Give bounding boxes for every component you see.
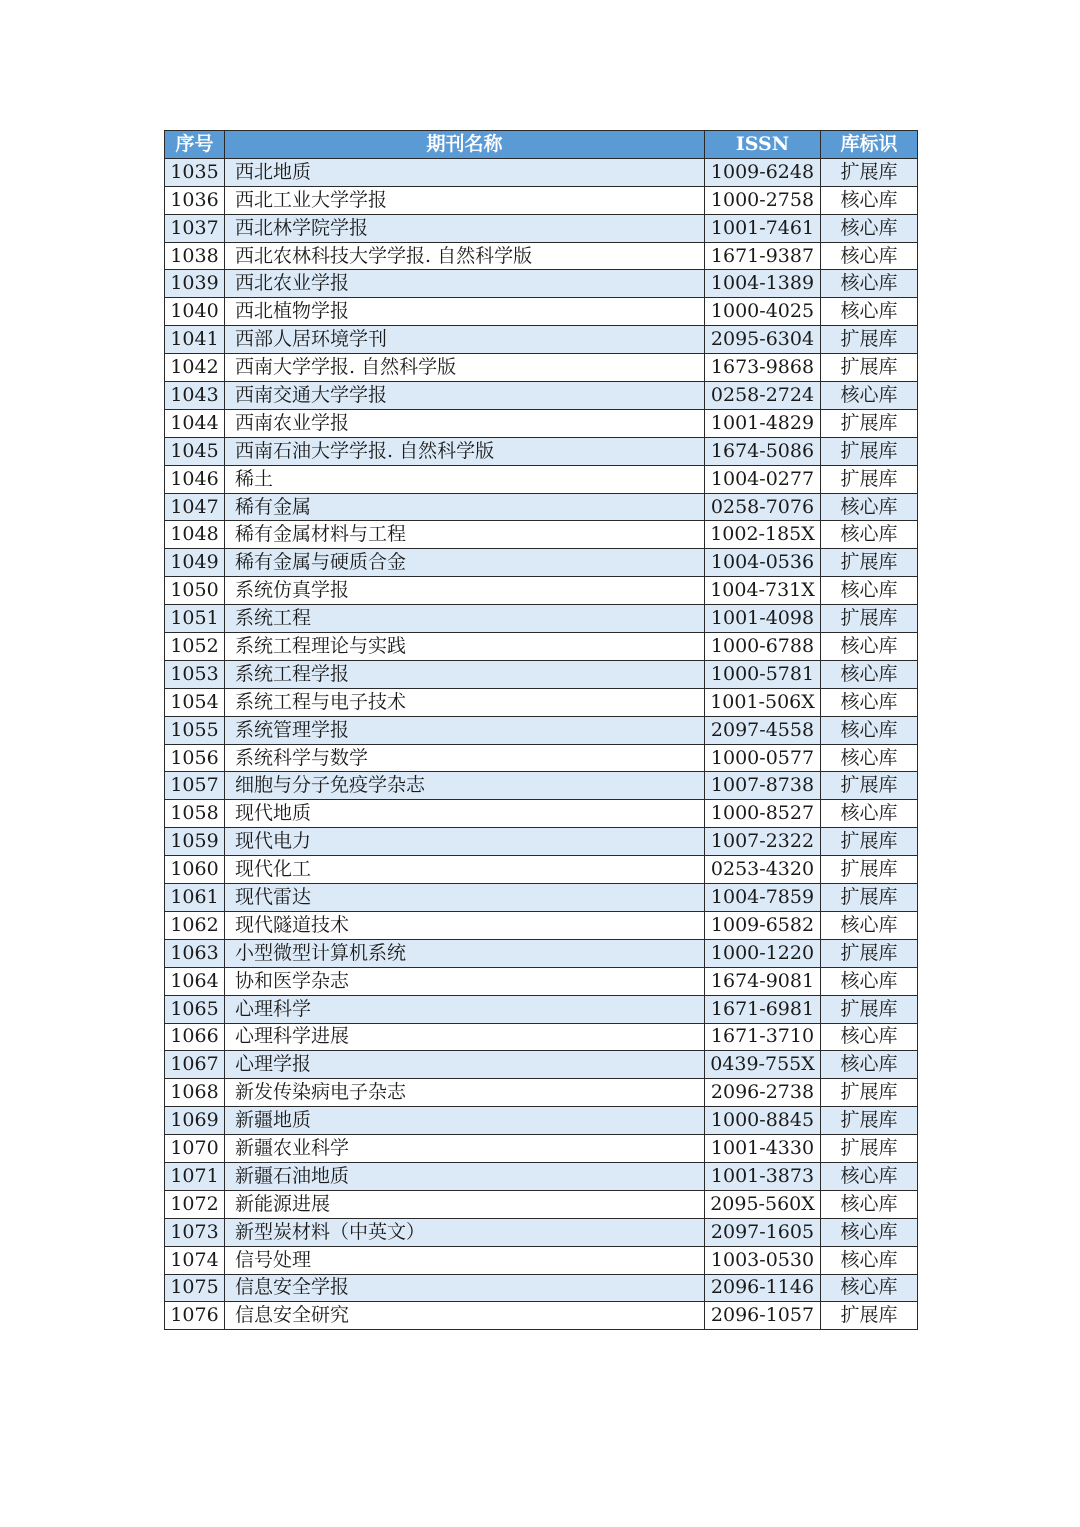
library-tag-cell: 扩展库 bbox=[821, 772, 918, 800]
library-tag-cell: 核心库 bbox=[821, 660, 918, 688]
table-row bbox=[165, 1079, 918, 1107]
journal-name-cell: 西南农业学报 bbox=[225, 409, 705, 437]
library-tag-cell: 核心库 bbox=[821, 1246, 918, 1274]
table-row bbox=[165, 437, 918, 465]
serial-number-cell: 1044 bbox=[165, 409, 225, 437]
issn-cell: 1671-9387 bbox=[705, 242, 821, 270]
journal-name-cell: 系统管理学报 bbox=[225, 716, 705, 744]
journal-name-cell: 现代雷达 bbox=[225, 884, 705, 912]
library-tag-cell: 核心库 bbox=[821, 493, 918, 521]
issn-cell: 2095-6304 bbox=[705, 326, 821, 354]
library-tag-cell: 核心库 bbox=[821, 298, 918, 326]
table-row bbox=[165, 214, 918, 242]
issn-cell: 0439-755X bbox=[705, 1051, 821, 1079]
journal-name-cell: 新能源进展 bbox=[225, 1190, 705, 1218]
journal-name-cell: 系统工程与电子技术 bbox=[225, 688, 705, 716]
serial-number-cell: 1052 bbox=[165, 633, 225, 661]
journal-name-cell: 信息安全学报 bbox=[225, 1274, 705, 1302]
table-row bbox=[165, 1051, 918, 1079]
library-tag-cell: 扩展库 bbox=[821, 605, 918, 633]
table-row bbox=[165, 1218, 918, 1246]
table-row bbox=[165, 270, 918, 298]
issn-cell: 1000-8527 bbox=[705, 800, 821, 828]
journal-name-cell: 协和医学杂志 bbox=[225, 967, 705, 995]
issn-cell: 1004-7859 bbox=[705, 884, 821, 912]
issn-cell: 1004-0536 bbox=[705, 549, 821, 577]
journal-name-cell: 新疆农业科学 bbox=[225, 1135, 705, 1163]
table-row bbox=[165, 1274, 918, 1302]
header-library-tag: 库标识 bbox=[821, 131, 918, 159]
table-row bbox=[165, 884, 918, 912]
serial-number-cell: 1035 bbox=[165, 158, 225, 186]
issn-cell: 0258-2724 bbox=[705, 382, 821, 410]
serial-number-cell: 1037 bbox=[165, 214, 225, 242]
serial-number-cell: 1064 bbox=[165, 967, 225, 995]
table-row bbox=[165, 1107, 918, 1135]
issn-cell: 2097-4558 bbox=[705, 716, 821, 744]
issn-cell: 1001-506X bbox=[705, 688, 821, 716]
serial-number-cell: 1076 bbox=[165, 1302, 225, 1330]
table-row bbox=[165, 633, 918, 661]
issn-cell: 1671-6981 bbox=[705, 995, 821, 1023]
library-tag-cell: 扩展库 bbox=[821, 1135, 918, 1163]
journal-name-cell: 心理学报 bbox=[225, 1051, 705, 1079]
serial-number-cell: 1040 bbox=[165, 298, 225, 326]
header-journal-name: 期刊名称 bbox=[225, 131, 705, 159]
issn-cell: 1001-4330 bbox=[705, 1135, 821, 1163]
issn-cell: 1000-0577 bbox=[705, 744, 821, 772]
table-row bbox=[165, 298, 918, 326]
serial-number-cell: 1043 bbox=[165, 382, 225, 410]
issn-cell: 0253-4320 bbox=[705, 856, 821, 884]
serial-number-cell: 1049 bbox=[165, 549, 225, 577]
library-tag-cell: 核心库 bbox=[821, 967, 918, 995]
serial-number-cell: 1062 bbox=[165, 911, 225, 939]
library-tag-cell: 核心库 bbox=[821, 382, 918, 410]
table-row bbox=[165, 465, 918, 493]
library-tag-cell: 核心库 bbox=[821, 1023, 918, 1051]
issn-cell: 2096-1146 bbox=[705, 1274, 821, 1302]
library-tag-cell: 扩展库 bbox=[821, 995, 918, 1023]
issn-cell: 1671-3710 bbox=[705, 1023, 821, 1051]
library-tag-cell: 核心库 bbox=[821, 1274, 918, 1302]
table-row bbox=[165, 158, 918, 186]
journal-name-cell: 现代隧道技术 bbox=[225, 911, 705, 939]
library-tag-cell: 核心库 bbox=[821, 744, 918, 772]
issn-cell: 1004-731X bbox=[705, 577, 821, 605]
issn-cell: 1009-6582 bbox=[705, 911, 821, 939]
table-row bbox=[165, 1302, 918, 1330]
journal-name-cell: 稀土 bbox=[225, 465, 705, 493]
journal-name-cell: 新疆地质 bbox=[225, 1107, 705, 1135]
issn-cell: 1000-8845 bbox=[705, 1107, 821, 1135]
issn-cell: 1007-8738 bbox=[705, 772, 821, 800]
library-tag-cell: 核心库 bbox=[821, 1218, 918, 1246]
table-row bbox=[165, 549, 918, 577]
table-row bbox=[165, 744, 918, 772]
issn-cell: 1001-4829 bbox=[705, 409, 821, 437]
table-row bbox=[165, 688, 918, 716]
library-tag-cell: 扩展库 bbox=[821, 828, 918, 856]
issn-cell: 1003-0530 bbox=[705, 1246, 821, 1274]
serial-number-cell: 1060 bbox=[165, 856, 225, 884]
journal-name-cell: 西北植物学报 bbox=[225, 298, 705, 326]
library-tag-cell: 核心库 bbox=[821, 633, 918, 661]
journal-name-cell: 系统工程理论与实践 bbox=[225, 633, 705, 661]
table-row bbox=[165, 1023, 918, 1051]
table-header-row bbox=[165, 131, 918, 159]
journal-name-cell: 新疆石油地质 bbox=[225, 1162, 705, 1190]
journal-name-cell: 西北地质 bbox=[225, 158, 705, 186]
journal-name-cell: 信息安全研究 bbox=[225, 1302, 705, 1330]
serial-number-cell: 1069 bbox=[165, 1107, 225, 1135]
serial-number-cell: 1071 bbox=[165, 1162, 225, 1190]
library-tag-cell: 核心库 bbox=[821, 270, 918, 298]
library-tag-cell: 扩展库 bbox=[821, 326, 918, 354]
issn-cell: 1673-9868 bbox=[705, 354, 821, 382]
serial-number-cell: 1055 bbox=[165, 716, 225, 744]
library-tag-cell: 扩展库 bbox=[821, 354, 918, 382]
issn-cell: 2095-560X bbox=[705, 1190, 821, 1218]
serial-number-cell: 1036 bbox=[165, 186, 225, 214]
journal-list-table bbox=[164, 130, 918, 1330]
serial-number-cell: 1066 bbox=[165, 1023, 225, 1051]
journal-name-cell: 心理科学进展 bbox=[225, 1023, 705, 1051]
library-tag-cell: 扩展库 bbox=[821, 856, 918, 884]
issn-cell: 1001-7461 bbox=[705, 214, 821, 242]
table-row bbox=[165, 911, 918, 939]
table-row bbox=[165, 577, 918, 605]
serial-number-cell: 1054 bbox=[165, 688, 225, 716]
issn-cell: 1009-6248 bbox=[705, 158, 821, 186]
serial-number-cell: 1051 bbox=[165, 605, 225, 633]
library-tag-cell: 扩展库 bbox=[821, 549, 918, 577]
library-tag-cell: 核心库 bbox=[821, 521, 918, 549]
issn-cell: 1000-2758 bbox=[705, 186, 821, 214]
table-row bbox=[165, 605, 918, 633]
library-tag-cell: 核心库 bbox=[821, 800, 918, 828]
issn-cell: 1000-6788 bbox=[705, 633, 821, 661]
serial-number-cell: 1050 bbox=[165, 577, 225, 605]
serial-number-cell: 1046 bbox=[165, 465, 225, 493]
serial-number-cell: 1065 bbox=[165, 995, 225, 1023]
library-tag-cell: 扩展库 bbox=[821, 1079, 918, 1107]
table-row bbox=[165, 242, 918, 270]
library-tag-cell: 核心库 bbox=[821, 577, 918, 605]
journal-name-cell: 系统工程 bbox=[225, 605, 705, 633]
table-row bbox=[165, 772, 918, 800]
issn-cell: 1002-185X bbox=[705, 521, 821, 549]
library-tag-cell: 核心库 bbox=[821, 214, 918, 242]
serial-number-cell: 1075 bbox=[165, 1274, 225, 1302]
library-tag-cell: 核心库 bbox=[821, 1162, 918, 1190]
table-row bbox=[165, 716, 918, 744]
issn-cell: 2096-1057 bbox=[705, 1302, 821, 1330]
table-row bbox=[165, 521, 918, 549]
journal-name-cell: 西北工业大学学报 bbox=[225, 186, 705, 214]
table-row bbox=[165, 1246, 918, 1274]
serial-number-cell: 1058 bbox=[165, 800, 225, 828]
library-tag-cell: 核心库 bbox=[821, 1051, 918, 1079]
library-tag-cell: 核心库 bbox=[821, 186, 918, 214]
library-tag-cell: 扩展库 bbox=[821, 1302, 918, 1330]
library-tag-cell: 核心库 bbox=[821, 1190, 918, 1218]
issn-cell: 1000-4025 bbox=[705, 298, 821, 326]
issn-cell: 1004-1389 bbox=[705, 270, 821, 298]
serial-number-cell: 1053 bbox=[165, 660, 225, 688]
journal-name-cell: 西南石油大学学报. 自然科学版 bbox=[225, 437, 705, 465]
table-row bbox=[165, 828, 918, 856]
table-row bbox=[165, 995, 918, 1023]
issn-cell: 1001-3873 bbox=[705, 1162, 821, 1190]
issn-cell: 0258-7076 bbox=[705, 493, 821, 521]
serial-number-cell: 1047 bbox=[165, 493, 225, 521]
serial-number-cell: 1038 bbox=[165, 242, 225, 270]
serial-number-cell: 1072 bbox=[165, 1190, 225, 1218]
library-tag-cell: 核心库 bbox=[821, 688, 918, 716]
issn-cell: 1674-9081 bbox=[705, 967, 821, 995]
issn-cell: 1004-0277 bbox=[705, 465, 821, 493]
journal-name-cell: 新型炭材料（中英文） bbox=[225, 1218, 705, 1246]
table-row bbox=[165, 1190, 918, 1218]
journal-name-cell: 西北农林科技大学学报. 自然科学版 bbox=[225, 242, 705, 270]
table-row bbox=[165, 354, 918, 382]
issn-cell: 2096-2738 bbox=[705, 1079, 821, 1107]
serial-number-cell: 1074 bbox=[165, 1246, 225, 1274]
journal-name-cell: 稀有金属与硬质合金 bbox=[225, 549, 705, 577]
issn-cell: 2097-1605 bbox=[705, 1218, 821, 1246]
serial-number-cell: 1041 bbox=[165, 326, 225, 354]
library-tag-cell: 扩展库 bbox=[821, 437, 918, 465]
table-row bbox=[165, 409, 918, 437]
serial-number-cell: 1073 bbox=[165, 1218, 225, 1246]
journal-name-cell: 系统科学与数学 bbox=[225, 744, 705, 772]
issn-cell: 1007-2322 bbox=[705, 828, 821, 856]
journal-name-cell: 稀有金属材料与工程 bbox=[225, 521, 705, 549]
library-tag-cell: 核心库 bbox=[821, 911, 918, 939]
issn-cell: 1000-1220 bbox=[705, 939, 821, 967]
table-row bbox=[165, 856, 918, 884]
journal-name-cell: 信号处理 bbox=[225, 1246, 705, 1274]
serial-number-cell: 1063 bbox=[165, 939, 225, 967]
issn-cell: 1001-4098 bbox=[705, 605, 821, 633]
journal-name-cell: 西南大学学报. 自然科学版 bbox=[225, 354, 705, 382]
journal-name-cell: 细胞与分子免疫学杂志 bbox=[225, 772, 705, 800]
library-tag-cell: 核心库 bbox=[821, 716, 918, 744]
journal-name-cell: 现代电力 bbox=[225, 828, 705, 856]
header-issn: ISSN bbox=[705, 131, 821, 159]
table-row bbox=[165, 967, 918, 995]
table-row bbox=[165, 939, 918, 967]
table-row bbox=[165, 186, 918, 214]
journal-name-cell: 西北林学院学报 bbox=[225, 214, 705, 242]
table-row bbox=[165, 660, 918, 688]
library-tag-cell: 扩展库 bbox=[821, 158, 918, 186]
issn-cell: 1000-5781 bbox=[705, 660, 821, 688]
library-tag-cell: 扩展库 bbox=[821, 465, 918, 493]
serial-number-cell: 1059 bbox=[165, 828, 225, 856]
journal-name-cell: 现代地质 bbox=[225, 800, 705, 828]
table-row bbox=[165, 1162, 918, 1190]
journal-name-cell: 系统工程学报 bbox=[225, 660, 705, 688]
journal-name-cell: 西部人居环境学刊 bbox=[225, 326, 705, 354]
journal-name-cell: 新发传染病电子杂志 bbox=[225, 1079, 705, 1107]
library-tag-cell: 扩展库 bbox=[821, 1107, 918, 1135]
library-tag-cell: 扩展库 bbox=[821, 939, 918, 967]
serial-number-cell: 1067 bbox=[165, 1051, 225, 1079]
journal-name-cell: 小型微型计算机系统 bbox=[225, 939, 705, 967]
serial-number-cell: 1061 bbox=[165, 884, 225, 912]
library-tag-cell: 扩展库 bbox=[821, 884, 918, 912]
serial-number-cell: 1042 bbox=[165, 354, 225, 382]
library-tag-cell: 扩展库 bbox=[821, 409, 918, 437]
serial-number-cell: 1045 bbox=[165, 437, 225, 465]
serial-number-cell: 1057 bbox=[165, 772, 225, 800]
journal-name-cell: 稀有金属 bbox=[225, 493, 705, 521]
table-row bbox=[165, 493, 918, 521]
journal-name-cell: 系统仿真学报 bbox=[225, 577, 705, 605]
library-tag-cell: 核心库 bbox=[821, 242, 918, 270]
table-row bbox=[165, 1135, 918, 1163]
table-body bbox=[165, 158, 918, 1329]
serial-number-cell: 1068 bbox=[165, 1079, 225, 1107]
table-row bbox=[165, 800, 918, 828]
header-serial-number: 序号 bbox=[165, 131, 225, 159]
table-row bbox=[165, 326, 918, 354]
serial-number-cell: 1056 bbox=[165, 744, 225, 772]
journal-name-cell: 西北农业学报 bbox=[225, 270, 705, 298]
serial-number-cell: 1039 bbox=[165, 270, 225, 298]
journal-name-cell: 心理科学 bbox=[225, 995, 705, 1023]
table-row bbox=[165, 382, 918, 410]
serial-number-cell: 1070 bbox=[165, 1135, 225, 1163]
serial-number-cell: 1048 bbox=[165, 521, 225, 549]
journal-name-cell: 现代化工 bbox=[225, 856, 705, 884]
issn-cell: 1674-5086 bbox=[705, 437, 821, 465]
journal-name-cell: 西南交通大学学报 bbox=[225, 382, 705, 410]
